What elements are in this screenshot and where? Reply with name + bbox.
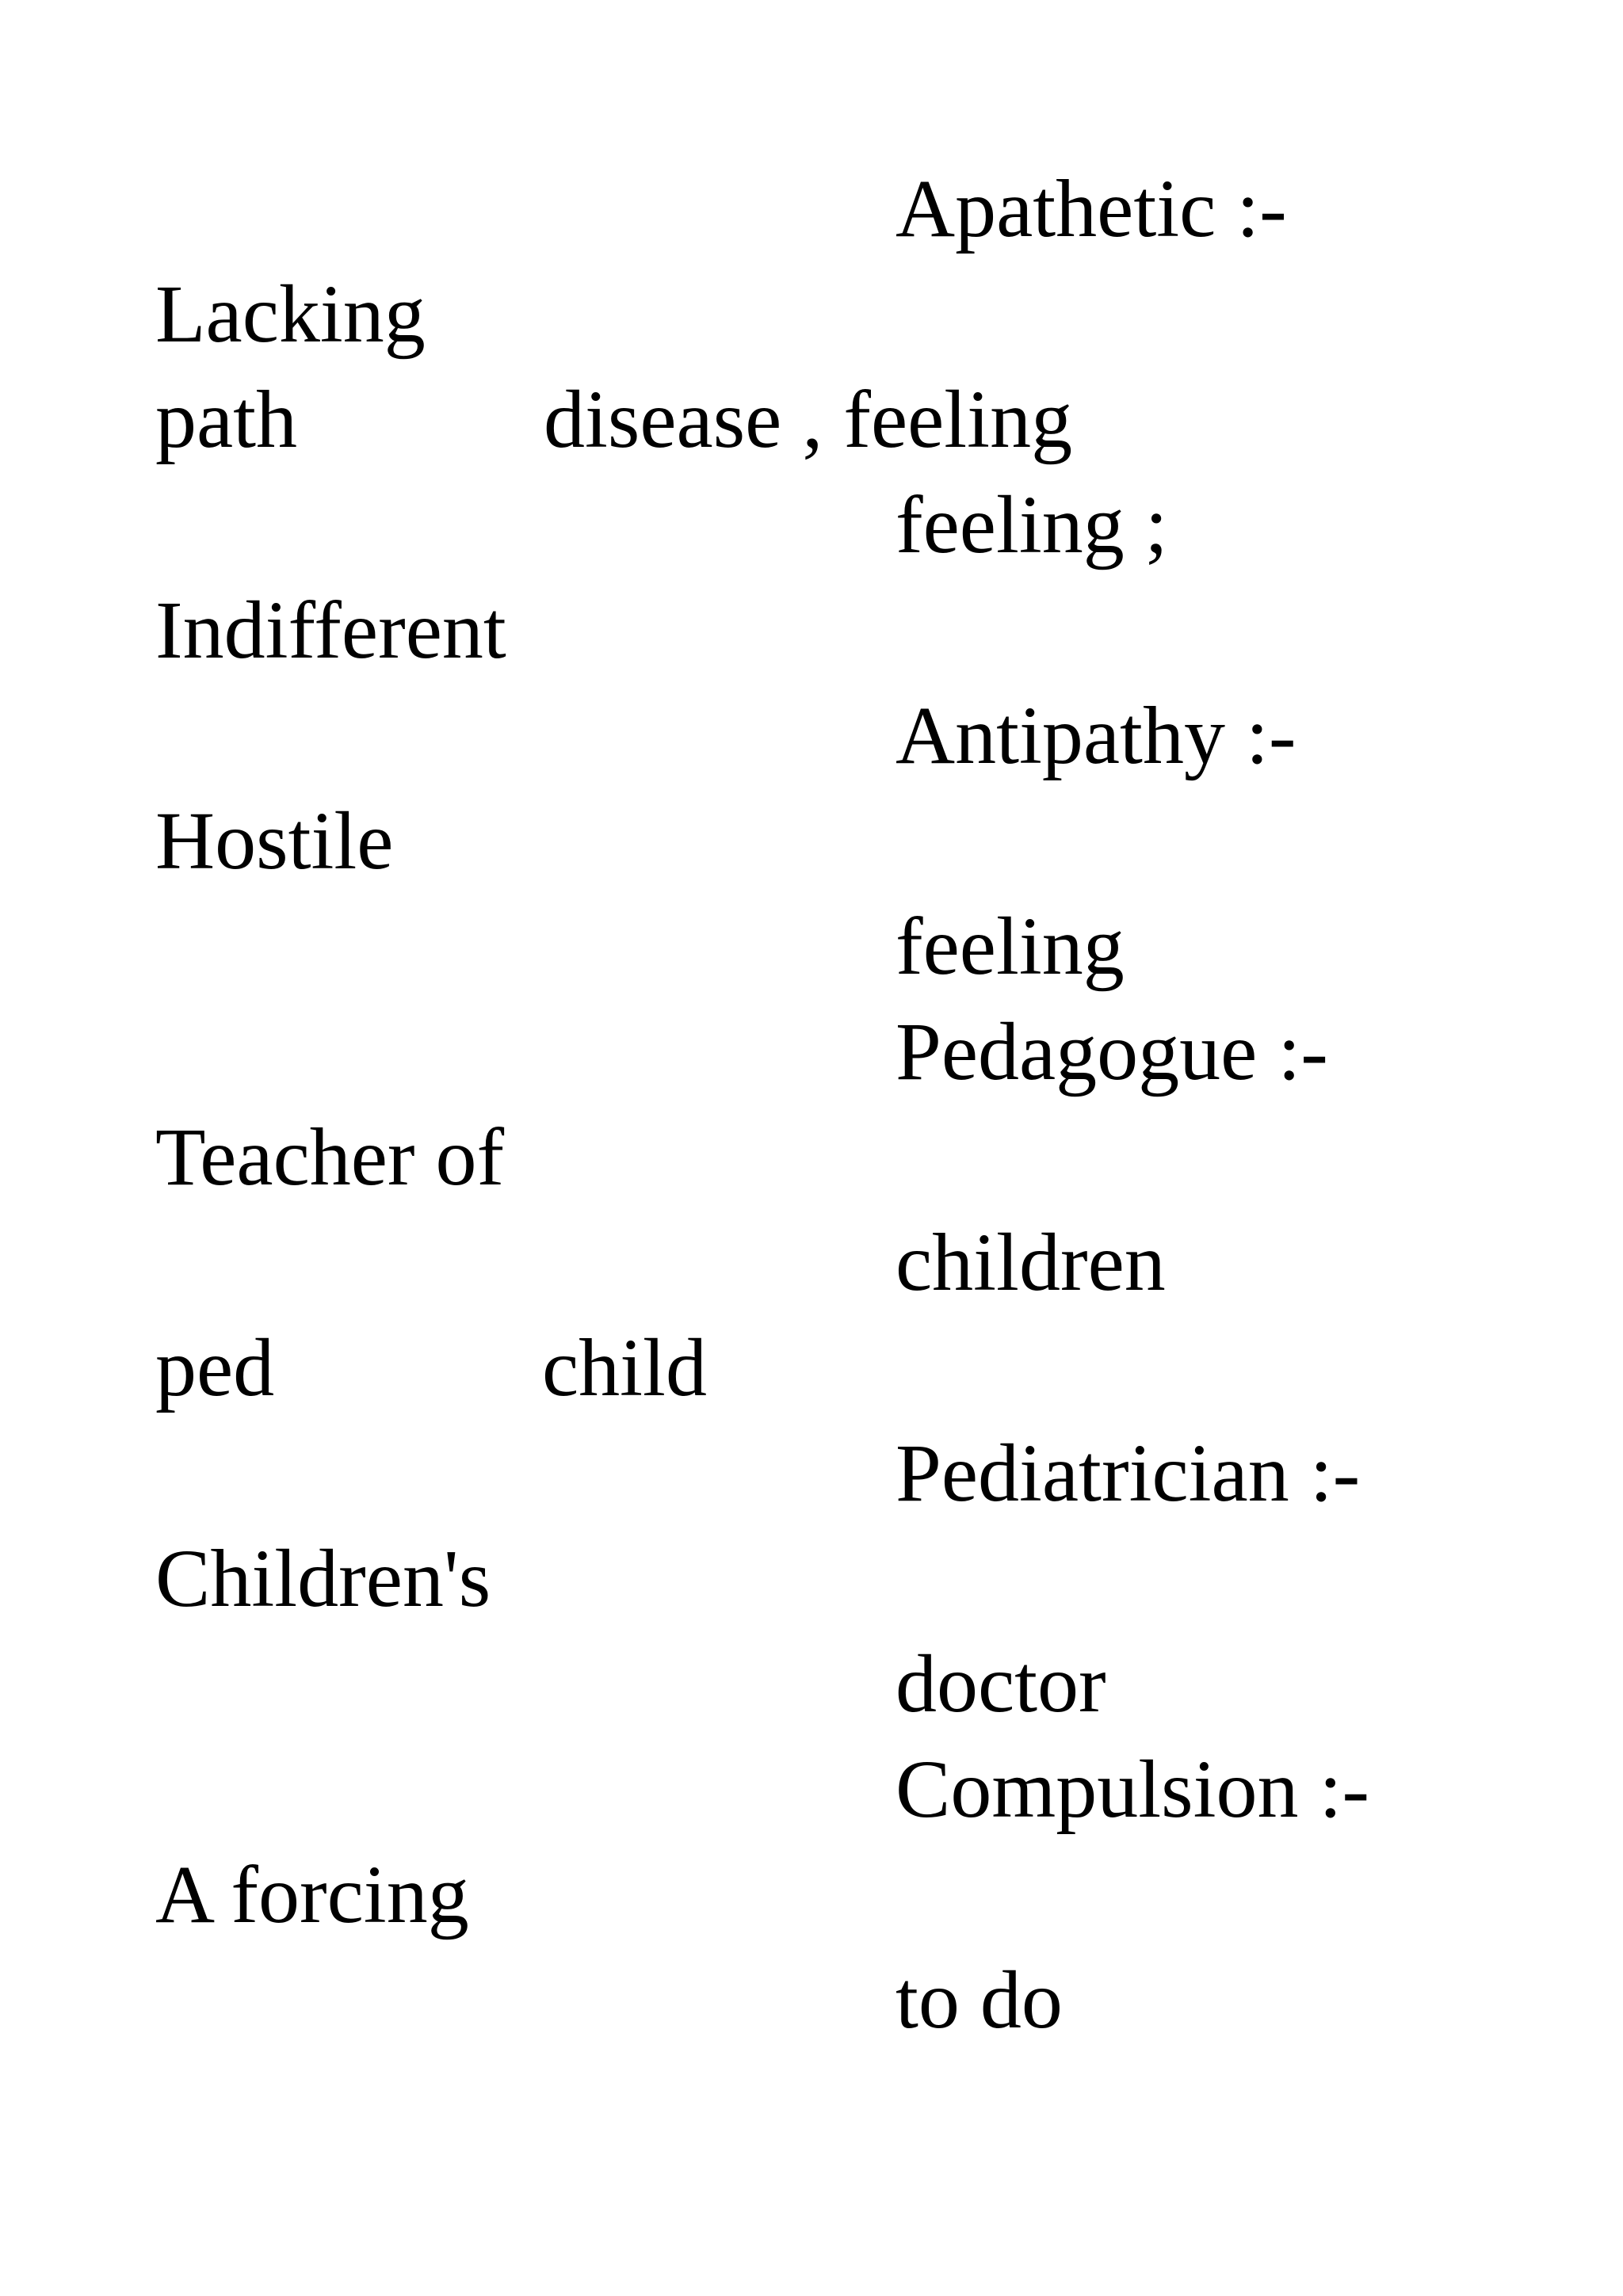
apathetic-root-word: path [155,374,298,465]
pedagogue-root-meaning: child [542,1322,707,1413]
pediatrician-definition-line-1: Children's [155,1533,491,1624]
pedagogue-definition-line-1: Teacher of [155,1112,505,1203]
pediatrician-definition-line-2: doctor [896,1638,1106,1730]
term-pedagogue: Pedagogue :- [896,1006,1328,1097]
apathetic-definition-line-3: Indifferent [155,585,506,676]
apathetic-root-meaning: disease , feeling [544,374,1073,465]
apathetic-definition-line-1: Lacking [155,269,426,360]
compulsion-definition-line-2: to do [896,1955,1063,2046]
pedagogue-definition-line-2: children [896,1217,1166,1308]
term-apathetic: Apathetic :- [896,163,1287,254]
pedagogue-root-word: ped [155,1322,275,1413]
term-pediatrician: Pediatrician :- [896,1428,1361,1519]
antipathy-definition-line-2: feeling [896,901,1125,992]
term-antipathy: Antipathy :- [896,690,1296,781]
term-compulsion: Compulsion :- [896,1744,1370,1835]
antipathy-definition-line-1: Hostile [155,795,394,887]
apathetic-definition-line-2: feeling ; [896,479,1168,570]
compulsion-definition-line-1: A forcing [155,1849,469,1940]
